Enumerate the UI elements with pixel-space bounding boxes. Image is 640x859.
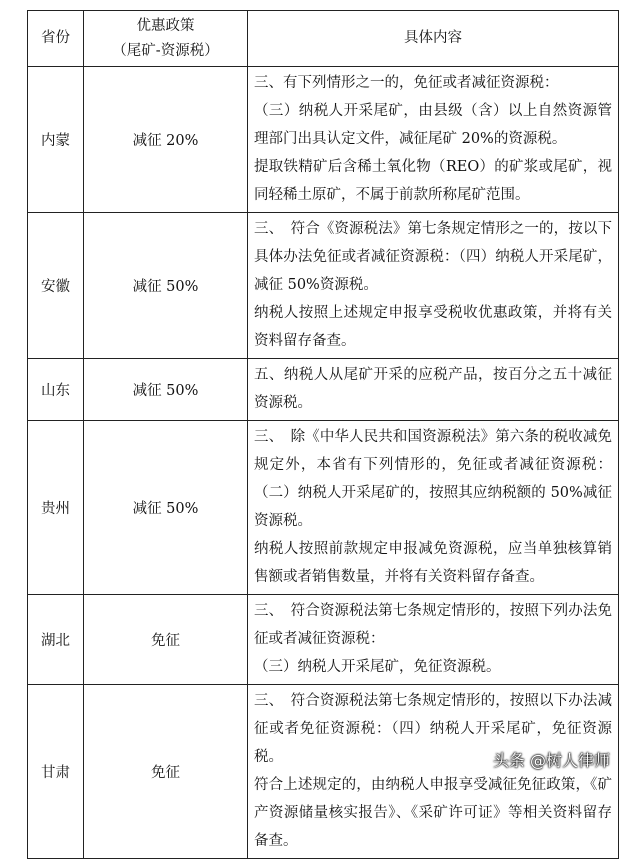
policy-cell: 减征 20%	[84, 67, 248, 213]
watermark: 头条 @树人律师	[492, 751, 610, 770]
province-cell: 安徽	[28, 213, 84, 359]
content-cell	[248, 213, 619, 359]
province-cell: 湖北	[28, 595, 84, 685]
table-row	[28, 685, 619, 859]
content-paragraph: 纳税人按照上述规定申报享受税收优惠政策，并将有关资料留存备查。	[254, 305, 612, 349]
table-row	[28, 359, 619, 421]
content-paragraph: 三、 符合资源税法第七条规定情形的，按照以下办法减征或者免征资源税：（四）纳税人开采尾矿，免征资源税。	[254, 693, 612, 765]
province-cell: 贵州	[28, 421, 84, 595]
content-paragraph: （三）纳税人开采尾矿，免征资源税。	[254, 659, 501, 675]
policy-cell: 减征 50%	[84, 213, 248, 359]
header-content: 具体内容	[248, 11, 619, 67]
tax-policy-table	[27, 10, 619, 859]
content-cell	[248, 595, 619, 685]
province-cell: 甘肃	[28, 685, 84, 859]
content-paragraph: 符合上述规定的，由纳税人申报享受减征免征政策，《矿产资源储量核实报告》、《采矿许可证》等相关资料留存备查。	[254, 777, 612, 849]
content-paragraph: （三）纳税人开采尾矿，由县级（含）以上自然资源管理部门出具认定文件，减征尾矿 20%的资源税。	[254, 103, 612, 147]
content-paragraph: 三、 除《中华人民共和国资源税法》第六条的税收减免规定外，本省有下列情形的，免征或者减征资源税：（二）纳税人开采尾矿的，按照其应纳税额的 50%减征资源税。	[254, 429, 612, 529]
policy-cell: 减征 50%	[84, 421, 248, 595]
content-paragraph: 提取铁精矿后含稀土氧化物（REO）的矿浆或尾矿，视同轻稀土原矿，不属于前款所称尾矿范围。	[254, 159, 612, 203]
content-cell	[248, 685, 619, 859]
content-cell	[248, 421, 619, 595]
policy-cell: 免征	[84, 595, 248, 685]
table-row	[28, 67, 619, 213]
content-paragraph: 五、纳税人从尾矿开采的应税产品，按百分之五十减征资源税。	[254, 367, 612, 411]
content-cell	[248, 359, 619, 421]
header-policy-line1: 优惠政策	[136, 17, 195, 34]
content-paragraph: 三、 符合资源税法第七条规定情形的，按照下列办法免征或者减征资源税：	[254, 603, 612, 647]
content-paragraph: 三、有下列情形之一的，免征或者减征资源税：	[254, 75, 559, 91]
header-row	[28, 11, 619, 67]
content-paragraph: 三、 符合《资源税法》第七条规定情形之一的，按以下具体办法免征或者减征资源税：（四）纳税人开采尾矿，减征 50%资源税。	[254, 221, 612, 293]
policy-cell: 免征	[84, 685, 248, 859]
header-province: 省份	[28, 11, 84, 67]
content-paragraph: 纳税人按照前款规定申报减免资源税，应当单独核算销售额或者销售数量，并将有关资料留存备查。	[254, 541, 612, 585]
header-policy	[84, 11, 248, 67]
content-cell	[248, 67, 619, 213]
policy-cell: 减征 50%	[84, 359, 248, 421]
table-row	[28, 421, 619, 595]
header-policy-line2: （尾矿-资源税）	[112, 42, 219, 59]
table-row	[28, 213, 619, 359]
table-row	[28, 595, 619, 685]
province-cell: 内蒙	[28, 67, 84, 213]
province-cell: 山东	[28, 359, 84, 421]
